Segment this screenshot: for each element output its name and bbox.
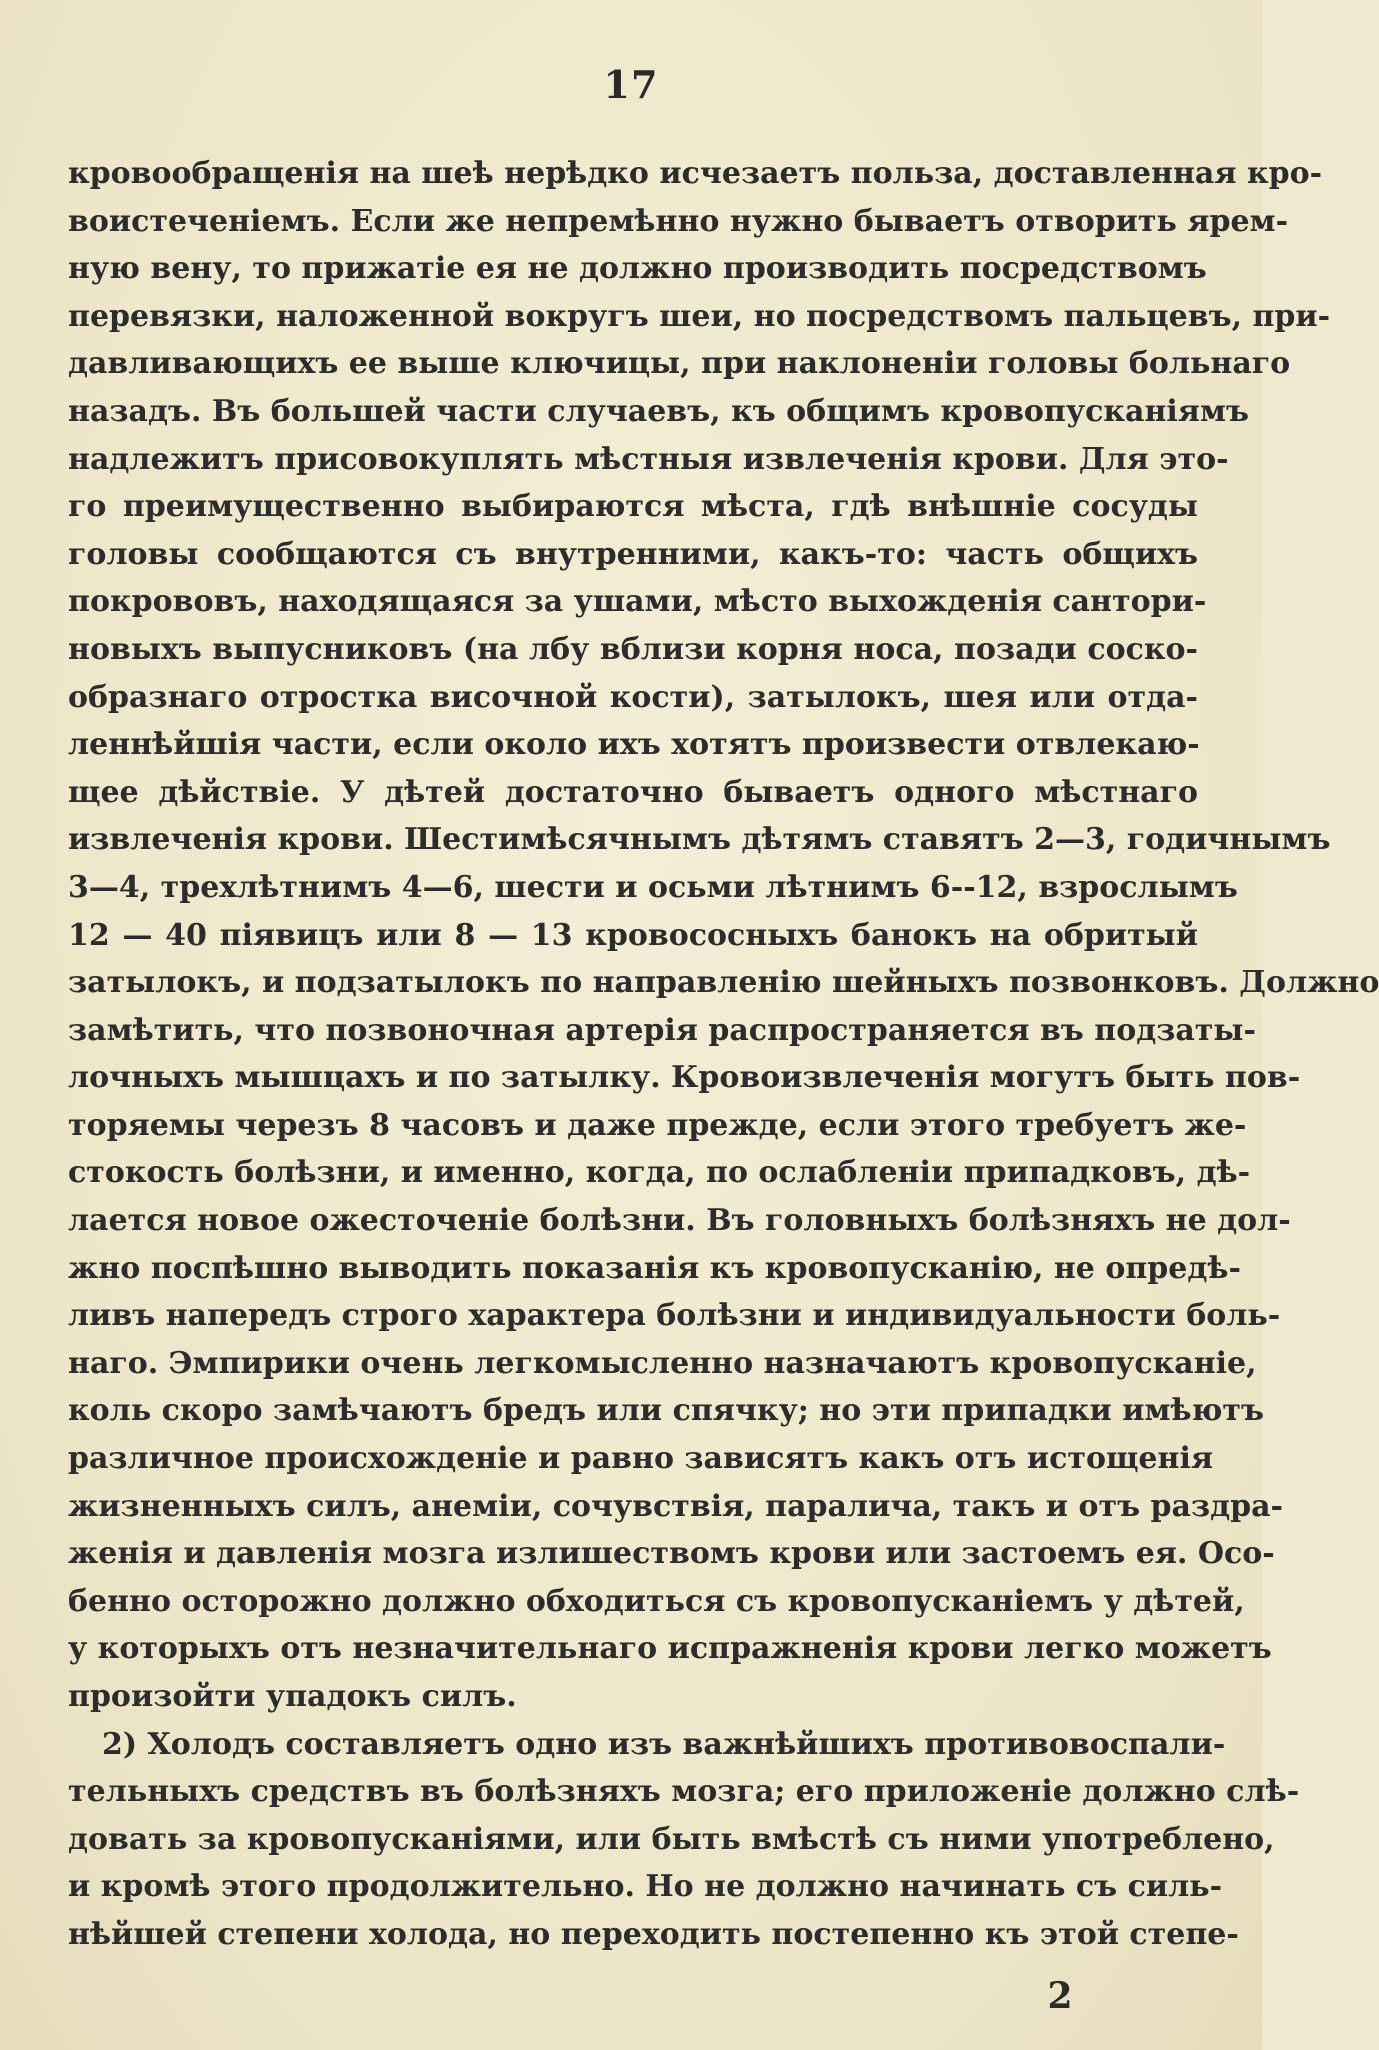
text-line: надлежитъ присовокуплять мѣстныя извлеченія крови. Для это- <box>68 441 1229 477</box>
text-line: нѣйшей степени холода, но переходить постепенно къ этой степе- <box>68 1916 1239 1952</box>
text-line: замѣтить, что позвоночная артерія распространяется въ подзаты- <box>68 1012 1256 1048</box>
text-line: ную вену, то прижатіе ея не должно производить посредствомъ <box>68 251 1207 287</box>
text-line: воистеченіемъ. Если же непремѣнно нужно бываетъ отворить ярем- <box>68 203 1289 239</box>
text-line: различное происхожденіе и равно зависятъ какъ отъ истощенія <box>68 1441 1214 1477</box>
text-line: головы сообщаются съ внутренними, какъ-то: часть общихъ <box>68 536 1198 572</box>
text-line: бенно осторожно должно обходиться съ кровопусканіемъ у дѣтей, <box>68 1583 1245 1619</box>
text-line: давливающихъ ее выше ключицы, при наклоненіи головы больнаго <box>68 346 1291 382</box>
text-line: леннѣйшія части, если около ихъ хотятъ произвести отвлекаю- <box>68 727 1200 763</box>
text-line: назадъ. Въ большей части случаевъ, къ общимъ кровопусканіямъ <box>68 393 1250 429</box>
text-line: и кромѣ этого продолжительно. Но не должно начинать съ силь- <box>68 1869 1223 1905</box>
text-line: довать за кровопусканіями, или быть вмѣстѣ съ ними употреблено, <box>68 1821 1275 1857</box>
signature-mark: 2 <box>1047 1975 1073 2017</box>
paragraph-start-line: 2) Холодъ составляетъ одно изъ важнѣйшихъ противовоспали- <box>102 1726 1226 1762</box>
text-line: образнаго отростка височной кости), затылокъ, шея или отда- <box>68 679 1198 715</box>
page-number: 17 <box>603 62 659 107</box>
text-line: торяемы черезъ 8 часовъ и даже прежде, если этого требуетъ же- <box>68 1107 1247 1143</box>
text-line: стокость болѣзни, и именно, когда, по ослабленіи припадковъ, дѣ- <box>68 1155 1251 1191</box>
text-line: новыхъ выпусниковъ (на лбу вблизи корня носа, позади соско- <box>68 631 1198 667</box>
paragraph-end-line: произойти упадокъ силъ. <box>68 1679 517 1714</box>
text-line: жизненныхъ силъ, анеміи, сочувствія, паралича, такъ и отъ раздра- <box>68 1488 1283 1524</box>
text-line: го преимущественно выбираются мѣста, гдѣ внѣшніе сосуды <box>68 489 1198 525</box>
text-line: у которыхъ отъ незначительнаго испражненія крови легко можетъ <box>68 1631 1272 1667</box>
text-line: кровообращенія на шеѣ нерѣдко исчезаетъ польза, доставленная кро- <box>68 156 1323 191</box>
text-line: щее дѣйствіе. У дѣтей достаточно бываетъ одного мѣстнаго <box>68 774 1198 810</box>
text-line: 3—4, трехлѣтнимъ 4—6, шести и осьми лѣтнимъ 6--12, взрослымъ <box>68 869 1238 905</box>
text-line: 12 — 40 піявицъ или 8 — 13 кровососныхъ банокъ на обритый <box>68 917 1198 953</box>
text-line: лочныхъ мышцахъ и по затылку. Кровоизвлеченія могутъ быть пов- <box>68 1060 1301 1096</box>
text-line: наго. Эмпирики очень легкомысленно назначаютъ кровопусканіе, <box>68 1345 1257 1381</box>
text-line: лается новое ожесточеніе болѣзни. Въ головныхъ болѣзняхъ не дол- <box>68 1203 1291 1239</box>
text-line: жно поспѣшно выводить показанія къ кровопусканію, не опредѣ- <box>68 1250 1241 1286</box>
text-line: перевязки, наложенной вокругъ шеи, но посредствомъ пальцевъ, при- <box>68 298 1331 334</box>
body-text <box>68 150 1379 1959</box>
text-line: ливъ напередъ строго характера болѣзни и индивидуальности боль- <box>68 1298 1281 1334</box>
text-line: затылокъ, и подзатылокъ по направленію шейныхъ позвонковъ. Должно <box>68 965 1379 1001</box>
text-line: покрововъ, находящаяся за ушами, мѣсто выхожденія сантори- <box>68 584 1207 620</box>
text-line: извлеченія крови. Шестимѣсячнымъ дѣтямъ ставятъ 2—3, годичнымъ <box>68 822 1331 858</box>
text-line: коль скоро замѣчаютъ бредъ или спячку; но эти припадки имѣютъ <box>68 1393 1264 1429</box>
text-line: женія и давленія мозга излишествомъ крови или застоемъ ея. Осо- <box>68 1536 1275 1572</box>
text-line: тельныхъ средствъ въ болѣзняхъ мозга; его приложеніе должно слѣ- <box>68 1774 1300 1810</box>
